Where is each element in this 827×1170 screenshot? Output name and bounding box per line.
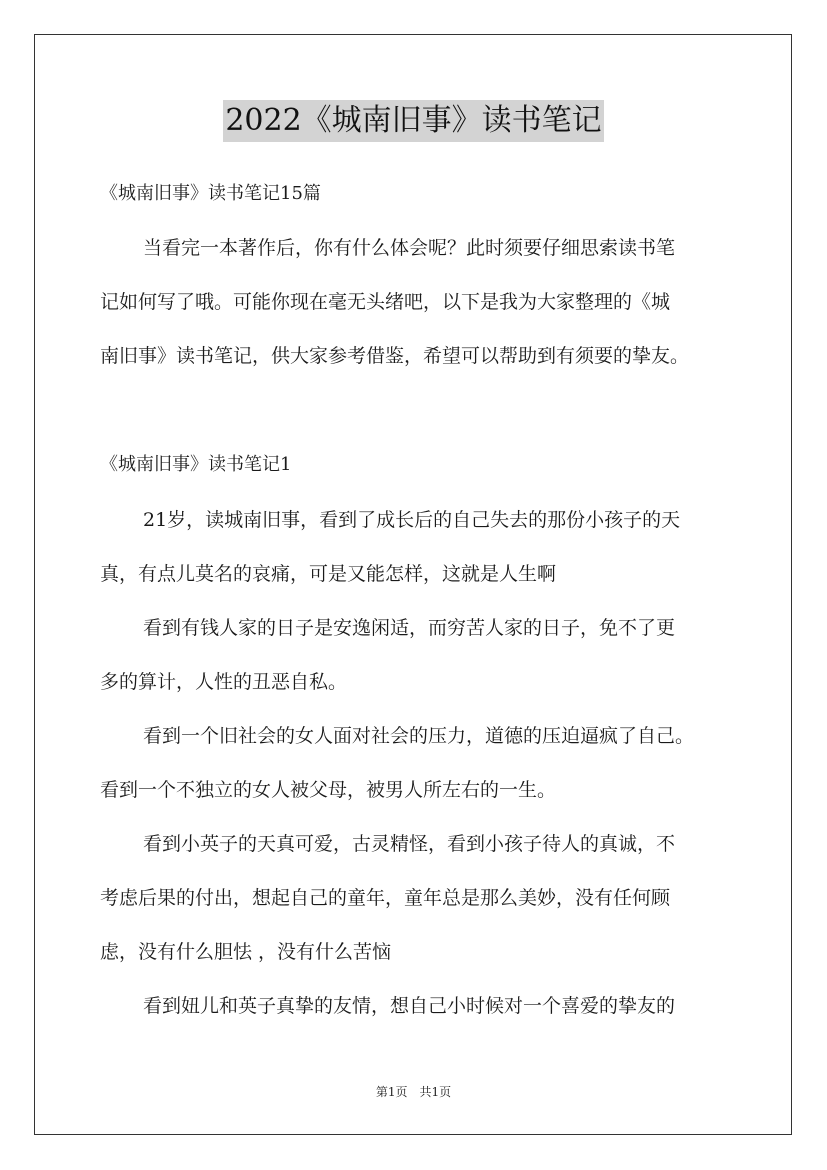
section-heading: 《城南旧事》读书笔记1 — [100, 454, 292, 475]
paragraph-line: 真，有点儿莫名的哀痛，可是又能怎样，这就是人生啊 — [100, 563, 557, 585]
title-container — [0, 100, 827, 142]
paragraph-line: 记如何写了哦。可能你现在毫无头绪吧，以下是我为大家整理的《城 — [100, 291, 671, 313]
paragraph-line: 多的算计，人性的丑恶自私。 — [100, 671, 348, 693]
paragraph-line: 21岁，读城南旧事，看到了成长后的自己失去的那份小孩子的天 — [143, 509, 681, 531]
paragraph-line: 当看完一本著作后，你有什么体会呢？此时须要仔细思索读书笔 — [143, 237, 676, 259]
document-subtitle: 《城南旧事》读书笔记15篇 — [100, 183, 321, 204]
paragraph-line: 虑，没有什么胆怯 ，没有什么苦恼 — [100, 941, 392, 963]
page-total: 共1页 — [419, 1085, 452, 1099]
paragraph-line: 看到小英子的天真可爱，古灵精怪，看到小孩子待人的真诚，不 — [143, 833, 676, 855]
paragraph-line: 南旧事》读书笔记，供大家参考借鉴，希望可以帮助到有须要的挚友。 — [100, 345, 690, 367]
page-number: 第1页 — [375, 1085, 408, 1099]
document-title: 2022《城南旧事》读书笔记 — [223, 100, 603, 142]
paragraph-line: 看到一个不独立的女人被父母，被男人所左右的一生。 — [100, 779, 557, 801]
paragraph-line: 看到妞儿和英子真挚的友情，想自己小时候对一个喜爱的挚友的 — [143, 995, 676, 1017]
paragraph-line: 看到一个旧社会的女人面对社会的压力，道德的压迫逼疯了自己。 — [143, 725, 695, 747]
paragraph-line: 看到有钱人家的日子是安逸闲适，而穷苦人家的日子，免不了更 — [143, 617, 676, 639]
page-footer — [0, 1083, 827, 1101]
paragraph-line: 考虑后果的付出，想起自己的童年，童年总是那么美妙，没有任何顾 — [100, 887, 671, 909]
